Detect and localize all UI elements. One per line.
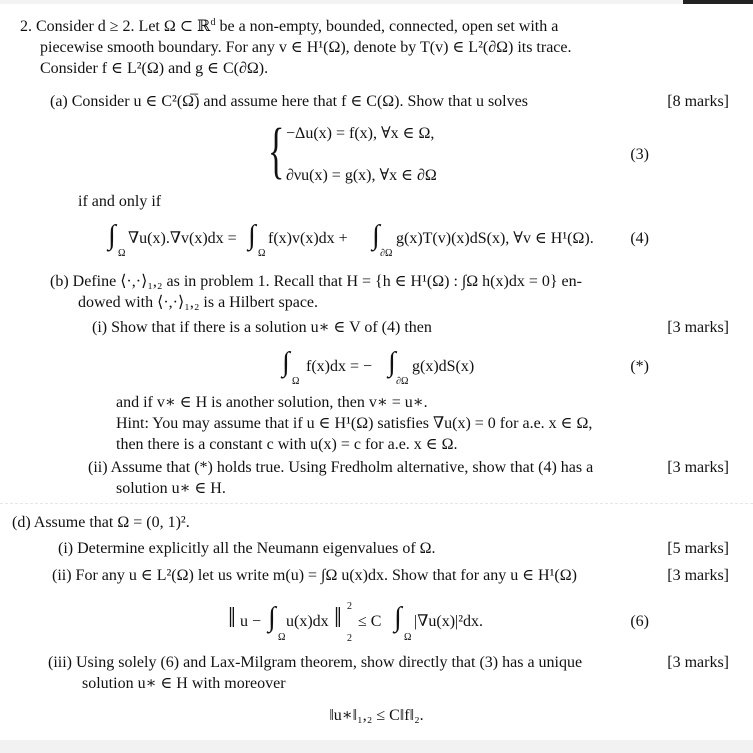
integral-sign: ∫	[282, 347, 290, 378]
integral-domain: Ω	[404, 632, 412, 643]
integral-boundary: ∂Ω	[380, 248, 393, 259]
part-d-i-statement: (i) Determine explicitly all the Neumann eigenvalues of Ω.	[58, 540, 436, 557]
compatibility-rhs: g(x)dS(x)	[412, 358, 475, 375]
integral-domain: Ω	[118, 248, 126, 259]
part-d-ii-statement: (ii) For any u ∈ L²(Ω) let us write m(u) = ∫Ω u(x)dx. Show that for any u ∈ H¹(Ω)	[52, 567, 577, 584]
part-b-statement: (b) Define ⟨·,·⟩₁,₂ as in problem 1. Recall that H = {h ∈ H¹(Ω) : ∫Ω h(x)dx = 0} en-	[50, 273, 582, 290]
part-d-iii-cont: solution u∗ ∈ H with moreover	[82, 675, 286, 692]
part-d-i-marks: [5 marks]	[667, 540, 729, 557]
part-b-ii-statement: (ii) Assume that (*) holds true. Using Fredholm alternative, show that (4) has a	[88, 459, 594, 476]
part-b-ii-marks: [3 marks]	[667, 459, 729, 476]
part-b-i-statement: (i) Show that if there is a solution u∗ ∈ V of (4) then	[92, 319, 432, 336]
poincare-lhs: u −	[240, 613, 262, 630]
hint-line1: Hint: You may assume that if u ∈ H¹(Ω) satisfies ∇u(x) = 0 for a.e. x ∈ Ω,	[116, 415, 593, 432]
part-d-iii-marks: [3 marks]	[667, 654, 729, 671]
compatibility-lhs: f(x)dx = −	[306, 358, 373, 375]
poincare-rhs: |∇u(x)|²dx.	[414, 613, 484, 630]
norm-index: 2	[347, 633, 352, 644]
eq-number-6: (6)	[630, 613, 649, 630]
eq-number-4: (4)	[630, 230, 649, 247]
bottom-scroll-strip	[0, 740, 753, 753]
poincare-constant: ≤ C	[358, 613, 382, 630]
integral-domain: Ω	[258, 248, 266, 259]
top-scroll-strip	[0, 0, 753, 4]
page-divider	[0, 503, 753, 504]
part-b-statement-cont: dowed with ⟨·,·⟩₁,₂ is a Hilbert space.	[78, 294, 319, 311]
norm-bar-left: ‖	[228, 603, 236, 634]
boundary-condition: ∂νu(x) = g(x), ∀x ∈ ∂Ω	[286, 167, 437, 184]
part-b-i-marks: [3 marks]	[667, 319, 729, 336]
integral-domain: Ω	[292, 376, 300, 387]
integral-sign: ∫	[248, 220, 256, 251]
integral-sign: ∫	[108, 220, 116, 251]
part-d-ii-marks: [3 marks]	[667, 567, 729, 584]
integral-boundary: ∂Ω	[396, 376, 409, 387]
part-a-marks: [8 marks]	[667, 93, 729, 110]
iff-text: if and only if	[78, 193, 162, 210]
weak-form-middle: f(x)v(x)dx +	[268, 230, 348, 247]
hint-line2: then there is a constant c with u(x) = c for a.e. x ∈ Ω.	[116, 436, 458, 453]
eq-number-3: (3)	[630, 146, 649, 163]
integral-sign: ∫	[268, 602, 276, 633]
eq-number-star: (*)	[630, 358, 649, 375]
problem-intro-line3: Consider f ∈ L²(Ω) and g ∈ C(∂Ω).	[40, 60, 269, 77]
problem-intro-line1: 2. Consider d ≥ 2. Let Ω ⊂ ℝ$^d$ be a non-empty, bounded, connected, open set with a	[20, 17, 559, 35]
top-edge-mark	[683, 0, 753, 4]
integral-sign: ∫	[372, 220, 380, 251]
weak-form-rhs: g(x)T(v)(x)dS(x), ∀v ∈ H¹(Ω).	[396, 230, 594, 247]
norm-exponent: 2	[347, 601, 352, 612]
part-d-iii-statement: (iii) Using solely (6) and Lax-Milgram theorem, show directly that (3) has a unique	[48, 654, 583, 671]
problem-intro-line2: piecewise smooth boundary. For any v ∈ H¹(Ω), denote by T(v) ∈ L²(∂Ω) its trace.	[40, 39, 572, 56]
norm-bar-right: ‖	[334, 603, 342, 634]
part-b-ii-cont: solution u∗ ∈ H.	[116, 480, 226, 497]
system-brace: {	[268, 117, 285, 185]
stability-estimate: ‖u∗‖₁,₂ ≤ C‖f‖₂.	[329, 707, 424, 724]
poincare-mean: u(x)dx	[286, 613, 329, 630]
integral-sign: ∫	[388, 347, 396, 378]
part-a-statement: (a) Consider u ∈ C²(Ω̅) and assume here that f ∈ C(Ω). Show that u solves	[50, 93, 528, 110]
integral-domain: Ω	[278, 632, 286, 643]
weak-form-lhs: ∇u(x).∇v(x)dx =	[128, 230, 237, 247]
uniqueness-statement: and if v∗ ∈ H is another solution, then v∗ = u∗.	[116, 394, 428, 411]
part-d-statement: (d) Assume that Ω = (0, 1)².	[12, 514, 190, 531]
pde-equation: −Δu(x) = f(x), ∀x ∈ Ω,	[286, 125, 435, 142]
integral-sign: ∫	[394, 602, 402, 633]
